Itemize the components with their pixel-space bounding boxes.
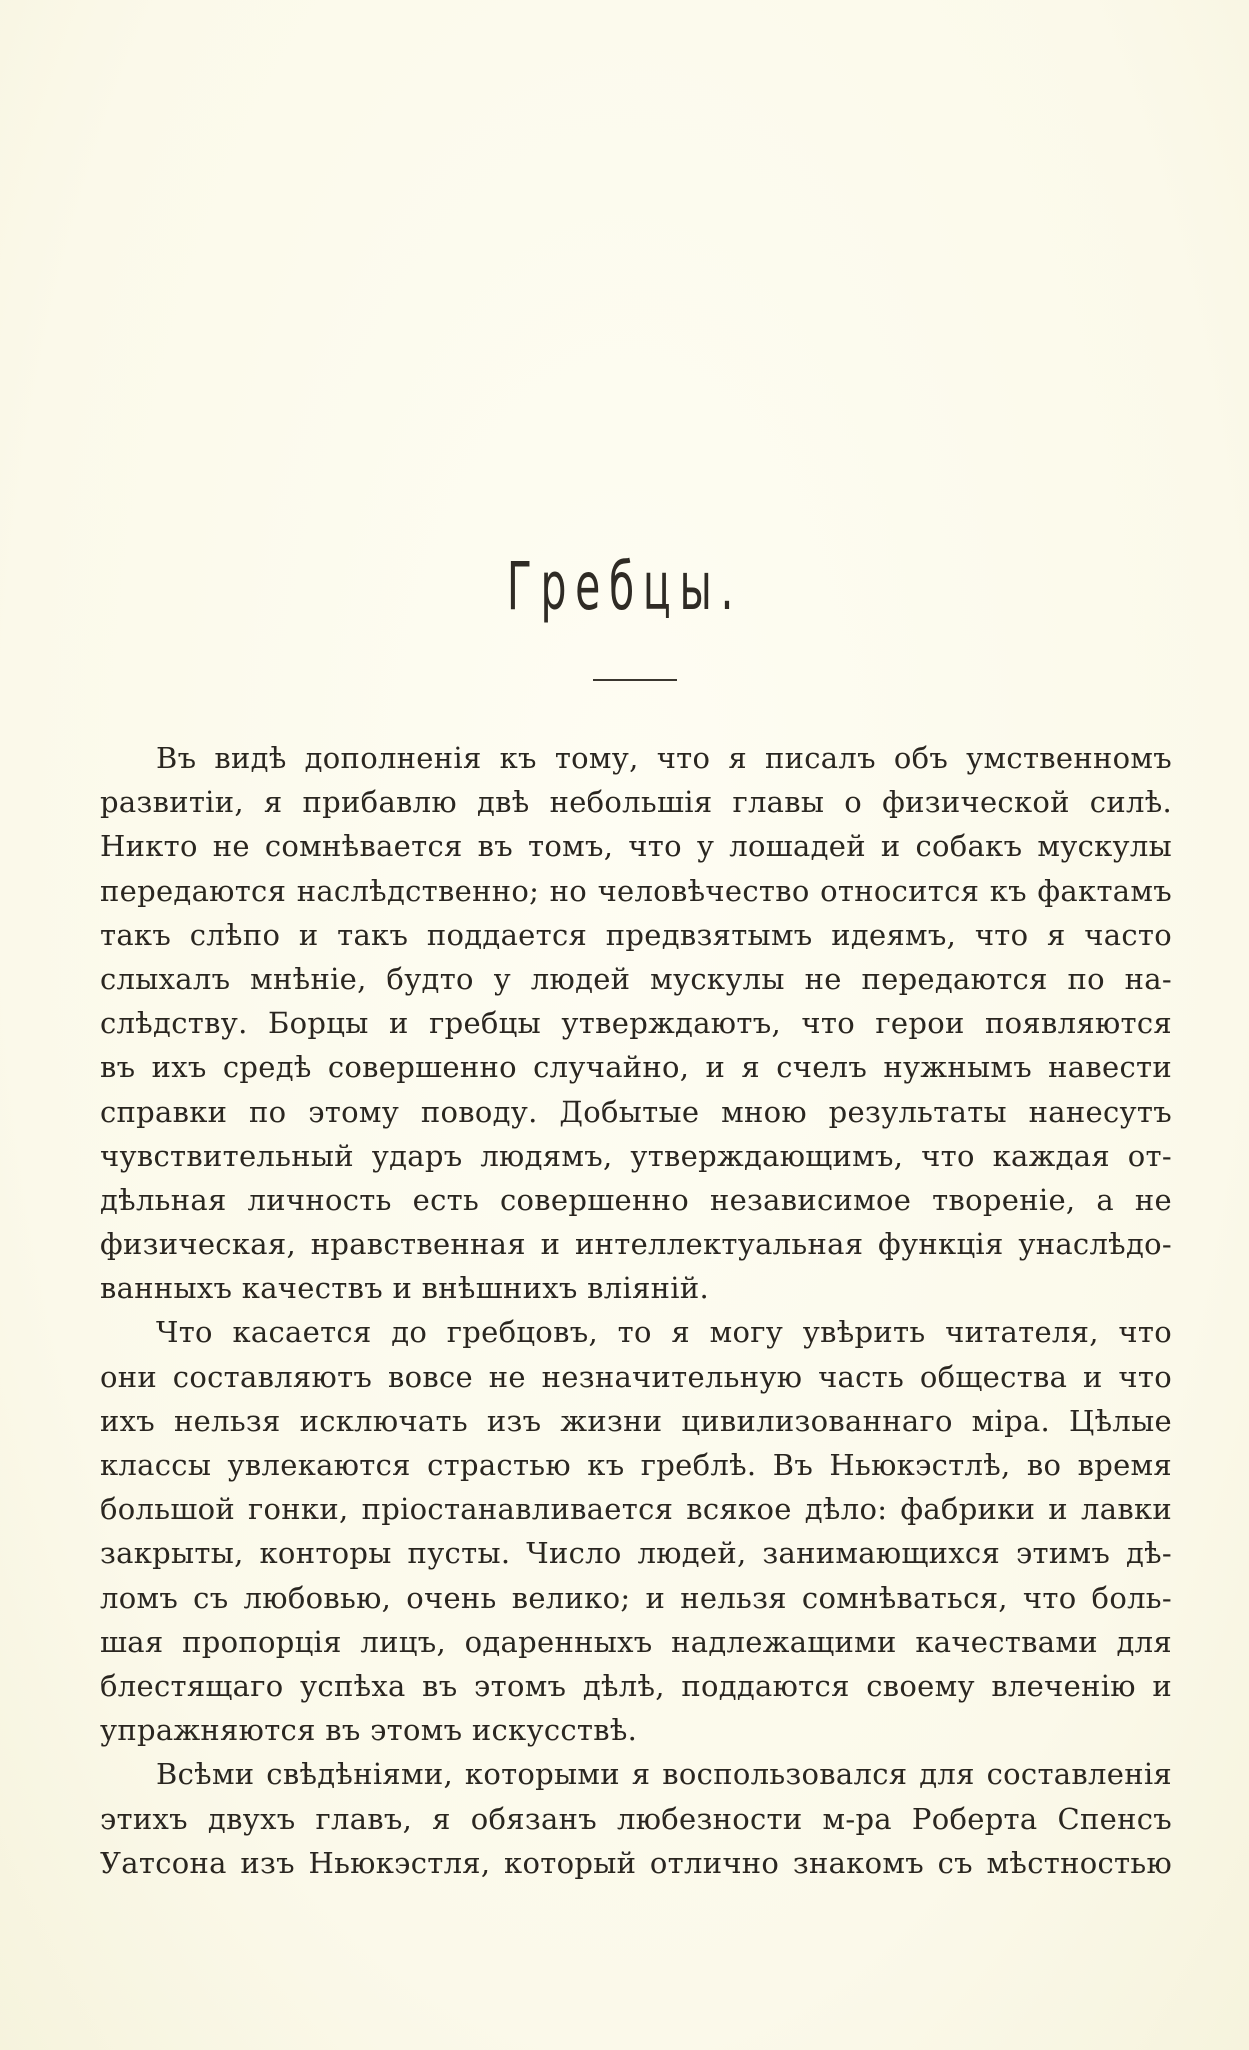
paragraph-2	[100, 1310, 1172, 1752]
text-line: чувствительный ударъ людямъ, утверждающимъ, что каждая от-	[100, 1138, 1172, 1173]
text-line: слыхалъ мнѣніе, будто у людей мускулы не передаются по на-	[100, 961, 1172, 996]
text-line: дѣльная личность есть совершенно независимое твореніе, а не	[100, 1182, 1172, 1217]
text-line: блестящаго успѣха въ этомъ дѣлѣ, поддаются своему влеченію и	[100, 1668, 1172, 1703]
text-line: большой гонки, пріостанавливается всякое дѣло: фабрики и лавки	[100, 1492, 1172, 1527]
text-line: закрыты, конторы пусты. Число людей, занимающихся этимъ дѣ-	[100, 1536, 1172, 1571]
title-divider	[593, 679, 677, 681]
text-line: передаются наслѣдственно; но человѣчество относится къ фактамъ	[100, 873, 1172, 908]
text-line: они составляютъ вовсе не незначительную часть общества и что	[100, 1359, 1172, 1394]
text-line: этихъ двухъ главъ, я обязанъ любезности м-ра Роберта Спенсъ	[100, 1801, 1172, 1836]
text-line: справки по этому поводу. Добытые мною результаты нанесутъ	[100, 1094, 1172, 1129]
text-line: Уатсона изъ Ньюкэстля, который отлично знакомъ съ мѣстностью	[100, 1845, 1172, 1880]
chapter-title: Гребцы.	[506, 548, 743, 625]
text-line: слѣдству. Борцы и гребцы утверждаютъ, что герои появляются	[100, 1006, 1172, 1041]
text-line: такъ слѣпо и такъ поддается предвзятымъ идеямъ, что я часто	[100, 917, 1172, 952]
text-line: Что касается до гребцовъ, то я могу увѣрить читателя, что	[156, 1315, 1172, 1350]
text-line: физическая, нравственная и интеллектуальная функція унаслѣдо-	[100, 1227, 1172, 1262]
text-line: ихъ нельзя исключать изъ жизни цивилизованнаго міра. Цѣлые	[100, 1403, 1172, 1438]
text-line: развитіи, я прибавлю двѣ небольшія главы о физической силѣ.	[100, 785, 1172, 820]
text-line: Въ видѣ дополненія къ тому, что я писалъ объ умственномъ	[156, 741, 1172, 775]
text-line: въ ихъ средѣ совершенно случайно, и я счелъ нужнымъ навести	[100, 1050, 1172, 1085]
paragraph-3	[100, 1752, 1172, 1885]
text-line: ванныхъ качествъ и внѣшнихъ вліяній.	[100, 1271, 710, 1306]
text-line: классы увлекаются страстью къ греблѣ. Въ Ньюкэстлѣ, во время	[100, 1448, 1172, 1482]
text-line: Никто не сомнѣвается въ томъ, что у лошадей и собакъ мускулы	[100, 829, 1172, 864]
text-line: шая пропорція лицъ, одаренныхъ надлежащими качествами для	[100, 1624, 1172, 1659]
text-line: Всѣми свѣдѣніями, которыми я воспользовался для составленія	[156, 1757, 1172, 1792]
text-line: ломъ съ любовью, очень велико; и нельзя сомнѣваться, что боль-	[100, 1580, 1172, 1615]
chapter-body	[100, 736, 1172, 1885]
text-line: упражняются въ этомъ искусствѣ.	[100, 1713, 638, 1748]
paragraph-1	[100, 736, 1172, 1310]
